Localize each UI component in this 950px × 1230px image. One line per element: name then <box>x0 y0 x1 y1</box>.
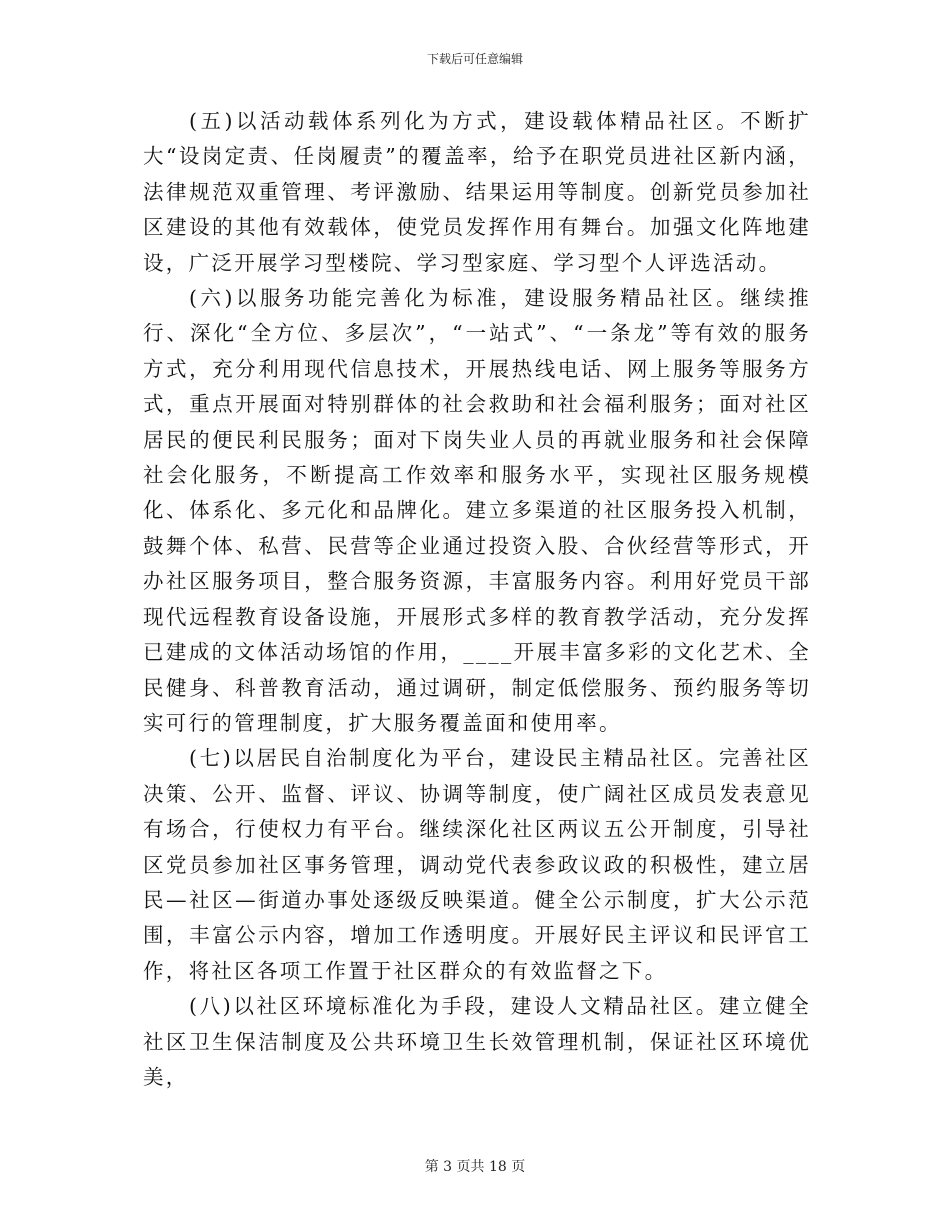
paragraph-8: (八)以社区环境标准化为手段，建设人文精品社区。建立健全社区卫生保洁制度及公共环境卫生长效管理机制，保证社区环境优美， <box>143 994 811 1089</box>
paragraph-5: (五)以活动载体系列化为方式，建设载体精品社区。不断扩大“设岗定责、任岗履责”的覆盖率，给予在职党员进社区新内涵，法律规范双重管理、考评激励、结果运用等制度。创新党员参加社区建设的其他有效载体，使党员发挥作用有舞台。加强文化阵地建设，广泛开展学习型楼院、学习型家庭、学习型个人评选活动。 <box>143 109 811 275</box>
paragraph-7: (七)以居民自治制度化为平台，建设民主精品社区。完善社区决策、公开、监督、评议、协调等制度，使广阔社区成员发表意见有场合，行使权力有平台。继续深化社区两议五公开制度，引导社区党员参加社区事务管理，调动党代表参政议政的积极性，建立居民—社区—街道办事处逐级反映渠道。健全公示制度，扩大公示范围，丰富公示内容，增加工作透明度。开展好民主评议和民评官工作，将社区各项工作置于社区群众的有效监督之下。 <box>143 746 811 983</box>
page-number-footer: 第 3 页共 18 页 <box>424 1159 526 1175</box>
page-header: 下载后可任意编辑 <box>426 52 523 66</box>
paragraph-6: (六)以服务功能完善化为标准，建设服务精品社区。继续推行、深化“全方位、多层次”，“一站式”、“一条龙”等有效的服务方式，充分利用现代信息技术，开展热线电话、网上服务等服务方式，重点开展面对特别群体的社会救助和社会福利服务；面对社区居民的便民利民服务；面对下岗失业人员的再就业服务和社会保障社会化服务，不断提高工作效率和服务水平，实现社区服务规模化、体系化、多元化和品牌化。建立多渠道的社区服务投入机制，鼓舞个体、私营、民营等企业通过投资入股、合伙经营等形式，开办社区服务项目，整合服务资源，丰富服务内容。利用好党员干部现代远程教育设备设施，开展形式多样的教育教学活动，充分发挥已建成的文体活动场馆的作用，____开展丰富多彩的文化艺术、全民健身、科普教育活动，通过调研，制定低偿服务、预约服务等切实可行的管理制度，扩大服务覆盖面和使用率。 <box>143 286 811 735</box>
document-body <box>143 104 811 1095</box>
